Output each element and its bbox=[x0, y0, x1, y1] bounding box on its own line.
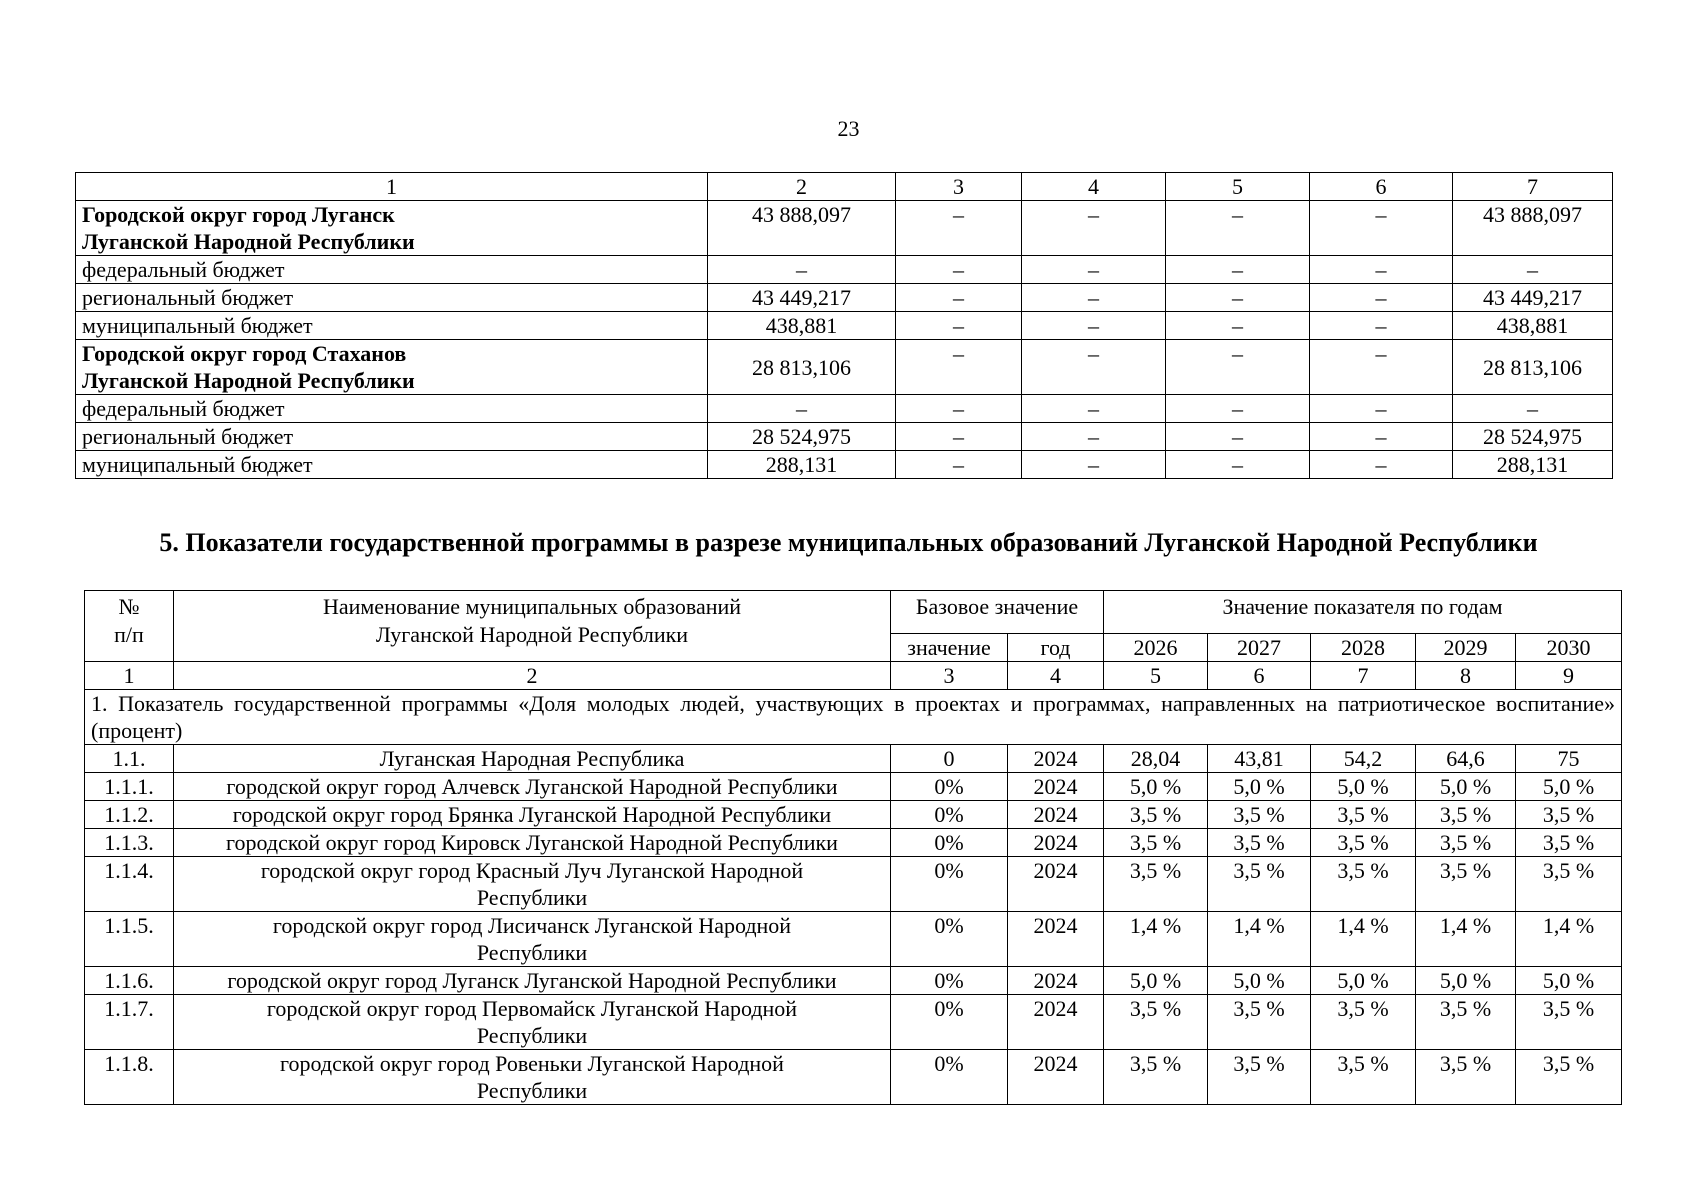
budget-value-cell: 43 449,217 bbox=[708, 284, 896, 312]
row-number: 1.1.1. bbox=[85, 773, 174, 801]
year-value-cell: 64,6 bbox=[1416, 745, 1516, 773]
budget-value-cell: – bbox=[708, 256, 896, 284]
column-number: 1 bbox=[85, 662, 174, 690]
municipality-name-line1: городской округ город Кировск Луганской Народной Республики bbox=[226, 830, 838, 855]
row-number: 1.1. bbox=[85, 745, 174, 773]
column-number: 5 bbox=[1104, 662, 1208, 690]
indicator-row bbox=[85, 912, 1622, 967]
year-value-cell: 3,5 % bbox=[1104, 1050, 1208, 1105]
section-heading: 5. Показатели государственной программы в разрезе муниципальных образований Луганской Народной Республики bbox=[159, 528, 1538, 557]
budget-source-row bbox=[76, 395, 1613, 423]
year-value-cell: 3,5 % bbox=[1104, 801, 1208, 829]
total-value-cell: – bbox=[1022, 340, 1166, 395]
year-value-cell: 5,0 % bbox=[1208, 967, 1311, 995]
budget-value-cell: – bbox=[896, 451, 1022, 479]
row-number: 1.1.2. bbox=[85, 801, 174, 829]
year-value-cell: 54,2 bbox=[1311, 745, 1416, 773]
year-value-cell: 3,5 % bbox=[1416, 829, 1516, 857]
indicator-row bbox=[85, 967, 1622, 995]
municipality-name bbox=[174, 745, 891, 773]
column-number: 2 bbox=[708, 173, 896, 201]
row-number: 1.1.4. bbox=[85, 857, 174, 912]
budget-value-cell: 28 524,975 bbox=[1453, 423, 1613, 451]
column-number: 8 bbox=[1416, 662, 1516, 690]
budget-value-cell: – bbox=[1310, 395, 1453, 423]
municipality-name bbox=[174, 829, 891, 857]
year-value-cell: 5,0 % bbox=[1416, 773, 1516, 801]
column-number: 2 bbox=[174, 662, 891, 690]
year-value-cell: 1,4 % bbox=[1416, 912, 1516, 967]
municipality-total-row bbox=[76, 340, 1613, 395]
column-number: 3 bbox=[896, 173, 1022, 201]
municipality-name bbox=[76, 201, 708, 256]
base-year-cell: 2024 bbox=[1008, 773, 1104, 801]
year-value-cell: 3,5 % bbox=[1311, 857, 1416, 912]
budget-source-label: федеральный бюджет bbox=[76, 256, 708, 284]
municipality-name-line1: Городской округ город Стаханов bbox=[82, 341, 407, 366]
year-value-cell: 28,04 bbox=[1104, 745, 1208, 773]
year-value-cell: 3,5 % bbox=[1208, 801, 1311, 829]
municipality-name-line2: Луганской Народной Республики bbox=[82, 229, 415, 254]
row-number: 1.1.7. bbox=[85, 995, 174, 1050]
year-value-cell: 3,5 % bbox=[1416, 995, 1516, 1050]
column-number: 7 bbox=[1311, 662, 1416, 690]
budget-source-row bbox=[76, 451, 1613, 479]
budget-value-cell: 43 449,217 bbox=[1453, 284, 1613, 312]
indicator-row bbox=[85, 1050, 1622, 1105]
municipality-name bbox=[174, 1050, 891, 1105]
base-year-cell: 2024 bbox=[1008, 801, 1104, 829]
budget-value-cell: – bbox=[1453, 256, 1613, 284]
base-year-cell: 2024 bbox=[1008, 967, 1104, 995]
year-column-header: 2030 bbox=[1516, 634, 1622, 662]
municipality-name-line2: Республики bbox=[476, 940, 588, 965]
municipality-name-line1: городской округ город Луганск Луганской Народной Республики bbox=[227, 968, 837, 993]
budget-source-row bbox=[76, 312, 1613, 340]
budget-value-cell: 438,881 bbox=[1453, 312, 1613, 340]
municipality-total-row bbox=[76, 201, 1613, 256]
year-value-cell: 5,0 % bbox=[1208, 773, 1311, 801]
budget-value-cell: – bbox=[896, 256, 1022, 284]
column-number: 9 bbox=[1516, 662, 1622, 690]
year-value-cell: 3,5 % bbox=[1208, 1050, 1311, 1105]
budget-value-cell: – bbox=[1310, 423, 1453, 451]
year-value-cell: 1,4 % bbox=[1208, 912, 1311, 967]
base-value-header: Базовое значение bbox=[891, 591, 1104, 634]
row-number: 1.1.6. bbox=[85, 967, 174, 995]
municipality-name bbox=[174, 967, 891, 995]
budget-source-label: региональный бюджет bbox=[76, 423, 708, 451]
budget-value-cell: – bbox=[896, 284, 1022, 312]
year-value-cell: 3,5 % bbox=[1516, 1050, 1622, 1105]
municipality-name bbox=[174, 857, 891, 912]
budget-value-cell: – bbox=[1166, 312, 1310, 340]
indicator-title: 1. Показатель государственной программы «Доля молодых людей, участвующих в проектах и программах, направленных на патриотическое воспитание» (процент) bbox=[85, 690, 1622, 745]
total-value-cell: – bbox=[1022, 201, 1166, 256]
budget-value-cell: – bbox=[896, 312, 1022, 340]
budget-value-cell: – bbox=[1310, 284, 1453, 312]
year-value-cell: 3,5 % bbox=[1311, 829, 1416, 857]
budget-value-cell: – bbox=[708, 395, 896, 423]
indicator-row bbox=[85, 995, 1622, 1050]
budget-source-label: региональный бюджет bbox=[76, 284, 708, 312]
year-column-header: 2028 bbox=[1311, 634, 1416, 662]
year-column-header: 2029 bbox=[1416, 634, 1516, 662]
year-value-cell: 3,5 % bbox=[1311, 995, 1416, 1050]
year-value-cell: 3,5 % bbox=[1208, 829, 1311, 857]
budget-value-cell: – bbox=[1166, 395, 1310, 423]
year-value-cell: 3,5 % bbox=[1104, 995, 1208, 1050]
total-value-cell: – bbox=[1166, 340, 1310, 395]
indicator-title-row bbox=[85, 690, 1622, 745]
base-value-cell: 0% bbox=[891, 995, 1008, 1050]
municipality-name bbox=[174, 995, 891, 1050]
total-value-cell: – bbox=[896, 340, 1022, 395]
column-number: 6 bbox=[1310, 173, 1453, 201]
municipality-name-line1: Городской округ город Луганск bbox=[82, 202, 395, 227]
budget-value-cell: – bbox=[1166, 451, 1310, 479]
indicators-header-row bbox=[85, 591, 1622, 634]
name-header bbox=[174, 591, 891, 662]
name-header-line2: Луганской Народной Республики bbox=[375, 622, 689, 647]
page-number: 23 bbox=[837, 116, 860, 141]
municipality-name-line1: городской округ город Красный Луч Луганской Народной bbox=[260, 858, 804, 883]
budget-value-cell: – bbox=[1166, 423, 1310, 451]
year-column-header: 2026 bbox=[1104, 634, 1208, 662]
budget-value-cell: – bbox=[1022, 284, 1166, 312]
year-value-cell: 3,5 % bbox=[1516, 857, 1622, 912]
base-value-cell: 0% bbox=[891, 801, 1008, 829]
year-value-cell: 5,0 % bbox=[1104, 773, 1208, 801]
base-year-cell: 2024 bbox=[1008, 1050, 1104, 1105]
total-value-cell: 43 888,097 bbox=[708, 201, 896, 256]
year-column-header: 2027 bbox=[1208, 634, 1311, 662]
year-value-cell: 1,4 % bbox=[1311, 912, 1416, 967]
municipality-name bbox=[174, 801, 891, 829]
municipality-name-line1: городской округ город Брянка Луганской Народной Республики bbox=[232, 802, 832, 827]
municipality-name bbox=[174, 912, 891, 967]
year-value-cell: 1,4 % bbox=[1516, 912, 1622, 967]
total-value-cell: 28 813,106 bbox=[1453, 340, 1613, 395]
indicator-row bbox=[85, 801, 1622, 829]
total-value-cell: 43 888,097 bbox=[1453, 201, 1613, 256]
year-value-cell: 3,5 % bbox=[1516, 829, 1622, 857]
year-value-cell: 5,0 % bbox=[1311, 967, 1416, 995]
base-value-cell: 0% bbox=[891, 967, 1008, 995]
column-number: 4 bbox=[1008, 662, 1104, 690]
municipality-name-line1: городской округ город Алчевск Луганской Народной Республики bbox=[226, 774, 838, 799]
year-value-cell: 3,5 % bbox=[1416, 801, 1516, 829]
indicator-row bbox=[85, 745, 1622, 773]
year-value-cell: 5,0 % bbox=[1311, 773, 1416, 801]
year-value-cell: 5,0 % bbox=[1104, 967, 1208, 995]
base-value-cell: 0% bbox=[891, 829, 1008, 857]
budget-column-numbers-row bbox=[76, 173, 1613, 201]
base-value-cell: 0% bbox=[891, 773, 1008, 801]
column-number: 1 bbox=[76, 173, 708, 201]
budget-source-label: муниципальный бюджет bbox=[76, 312, 708, 340]
base-year-cell: 2024 bbox=[1008, 745, 1104, 773]
total-value-cell: – bbox=[896, 201, 1022, 256]
indicator-row bbox=[85, 829, 1622, 857]
budget-value-cell: 288,131 bbox=[1453, 451, 1613, 479]
budget-value-cell: 288,131 bbox=[708, 451, 896, 479]
year-value-cell: 43,81 bbox=[1208, 745, 1311, 773]
base-value-cell: 0% bbox=[891, 1050, 1008, 1105]
budget-value-cell: – bbox=[1022, 395, 1166, 423]
total-value-cell: – bbox=[1166, 201, 1310, 256]
year-value-cell: 3,5 % bbox=[1516, 995, 1622, 1050]
name-header-line1: Наименование муниципальных образований bbox=[322, 594, 742, 619]
base-year-cell: 2024 bbox=[1008, 912, 1104, 967]
year-value-cell: 5,0 % bbox=[1516, 967, 1622, 995]
year-value-cell: 3,5 % bbox=[1311, 1050, 1416, 1105]
budget-value-cell: – bbox=[1166, 256, 1310, 284]
year-value-cell: 3,5 % bbox=[1208, 995, 1311, 1050]
base-year-cell: 2024 bbox=[1008, 829, 1104, 857]
municipality-name-line1: Луганская Народная Республика bbox=[379, 746, 685, 771]
total-value-cell: – bbox=[1310, 201, 1453, 256]
municipality-name-line2: Республики bbox=[476, 1023, 588, 1048]
year-value-cell: 3,5 % bbox=[1104, 829, 1208, 857]
year-value-cell: 5,0 % bbox=[1516, 773, 1622, 801]
indicators-table bbox=[84, 590, 1622, 1105]
year-value-cell: 1,4 % bbox=[1104, 912, 1208, 967]
municipality-name-line2: Республики bbox=[476, 1078, 588, 1103]
indicator-row bbox=[85, 773, 1622, 801]
indicators-column-numbers-row bbox=[85, 662, 1622, 690]
budget-value-cell: – bbox=[1310, 451, 1453, 479]
budget-value-cell: – bbox=[1022, 312, 1166, 340]
budget-value-cell: 28 524,975 bbox=[708, 423, 896, 451]
year-value-cell: 3,5 % bbox=[1416, 1050, 1516, 1105]
year-subheader: год bbox=[1008, 634, 1104, 662]
budget-value-cell: – bbox=[1166, 284, 1310, 312]
budget-source-label: федеральный бюджет bbox=[76, 395, 708, 423]
budget-value-cell: – bbox=[1022, 256, 1166, 284]
base-year-cell: 2024 bbox=[1008, 857, 1104, 912]
num-header bbox=[85, 591, 174, 662]
column-number: 7 bbox=[1453, 173, 1613, 201]
row-number: 1.1.5. bbox=[85, 912, 174, 967]
column-number: 3 bbox=[891, 662, 1008, 690]
municipality-name-line1: городской округ город Лисичанск Луганской Народной bbox=[272, 913, 792, 938]
by-years-header: Значение показателя по годам bbox=[1104, 591, 1622, 634]
total-value-cell: 28 813,106 bbox=[708, 340, 896, 395]
num-header-line2: п/п bbox=[114, 622, 144, 647]
year-value-cell: 75 bbox=[1516, 745, 1622, 773]
total-value-cell: – bbox=[1310, 340, 1453, 395]
budget-value-cell: – bbox=[1310, 312, 1453, 340]
year-value-cell: 3,5 % bbox=[1311, 801, 1416, 829]
budget-value-cell: – bbox=[896, 423, 1022, 451]
indicator-row bbox=[85, 857, 1622, 912]
column-number: 4 bbox=[1022, 173, 1166, 201]
budget-value-cell: – bbox=[1310, 256, 1453, 284]
column-number: 6 bbox=[1208, 662, 1311, 690]
budget-source-row bbox=[76, 284, 1613, 312]
budget-value-cell: – bbox=[1022, 423, 1166, 451]
row-number: 1.1.3. bbox=[85, 829, 174, 857]
year-value-cell: 3,5 % bbox=[1104, 857, 1208, 912]
municipality-name bbox=[76, 340, 708, 395]
base-value-cell: 0 bbox=[891, 745, 1008, 773]
budget-source-row bbox=[76, 423, 1613, 451]
budget-value-cell: – bbox=[896, 395, 1022, 423]
base-value-cell: 0% bbox=[891, 912, 1008, 967]
year-value-cell: 3,5 % bbox=[1416, 857, 1516, 912]
value-subheader: значение bbox=[891, 634, 1008, 662]
year-value-cell: 3,5 % bbox=[1516, 801, 1622, 829]
year-value-cell: 5,0 % bbox=[1416, 967, 1516, 995]
budget-value-cell: – bbox=[1022, 451, 1166, 479]
column-number: 5 bbox=[1166, 173, 1310, 201]
municipality-name bbox=[174, 773, 891, 801]
budget-value-cell: 438,881 bbox=[708, 312, 896, 340]
year-value-cell: 3,5 % bbox=[1208, 857, 1311, 912]
row-number: 1.1.8. bbox=[85, 1050, 174, 1105]
municipality-name-line2: Республики bbox=[476, 885, 588, 910]
budget-table bbox=[75, 172, 1613, 479]
budget-source-row bbox=[76, 256, 1613, 284]
municipality-name-line2: Луганской Народной Республики bbox=[82, 368, 415, 393]
municipality-name-line1: городской округ город Первомайск Луганской Народной bbox=[266, 996, 798, 1021]
budget-source-label: муниципальный бюджет bbox=[76, 451, 708, 479]
base-value-cell: 0% bbox=[891, 857, 1008, 912]
num-header-line1: № bbox=[118, 594, 140, 619]
budget-value-cell: – bbox=[1453, 395, 1613, 423]
base-year-cell: 2024 bbox=[1008, 995, 1104, 1050]
municipality-name-line1: городской округ город Ровеньки Луганской Народной bbox=[280, 1051, 784, 1076]
